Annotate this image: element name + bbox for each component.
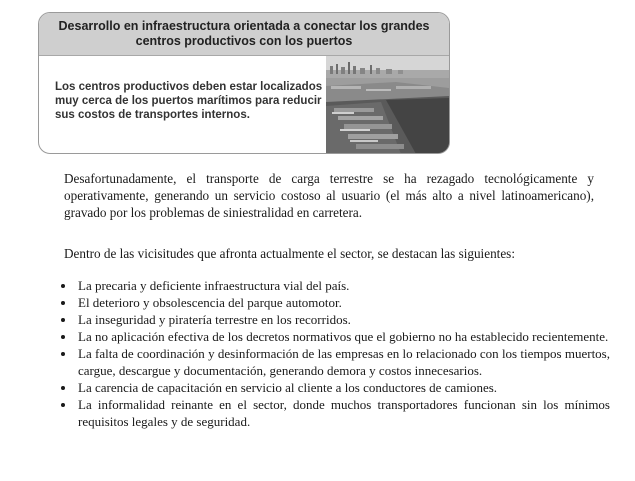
list-item: • La inseguridad y piratería terrestre en los recorridos. — [76, 311, 610, 328]
list-item: • La precaria y deficiente infraestructura vial del país. — [76, 277, 610, 294]
list-intro-paragraph: Dentro de las vicisitudes que afronta actualmente el sector, se destacan las siguientes: — [64, 246, 515, 261]
list-item: • La carencia de capacitación en servicio al cliente a los conductores de camiones. — [76, 379, 610, 396]
callout-text: Los centros productivos deben estar localizados muy cerca de los puertos marítimos para reducir sus costos de transportes internos. — [55, 81, 323, 121]
issues-list — [60, 277, 610, 430]
port-aerial-photo — [326, 56, 449, 154]
callout-heading: Desarrollo en infraestructura orientada a conectar los grandes centros productivos con los puertos — [39, 13, 449, 56]
list-item: • La falta de coordinación y desinformación de las empresas en lo relacionado con los tiempos muertos, cargue, descargue y documentación, generando demora y costos innecesarios. — [76, 345, 610, 379]
callout-box — [38, 12, 450, 154]
callout-body — [39, 56, 449, 154]
list-item: • La no aplicación efectiva de los decretos normativos que el gobierno no ha establecido recientemente. — [76, 328, 610, 345]
list-item: • El deterioro y obsolescencia del parque automotor. — [76, 294, 610, 311]
list-item: • La informalidad reinante en el sector, donde muchos transportadores funcionan sin los mínimos requisitos legales y de seguridad. — [76, 396, 610, 430]
intro-paragraph: Desafortunadamente, el transporte de carga terrestre se ha rezagado tecnológicamente y operativamente, generando un servicio costoso al usuario (el más alto a nivel latinoamericano), gravado por los problemas de siniestralidad en carretera. — [64, 171, 594, 220]
